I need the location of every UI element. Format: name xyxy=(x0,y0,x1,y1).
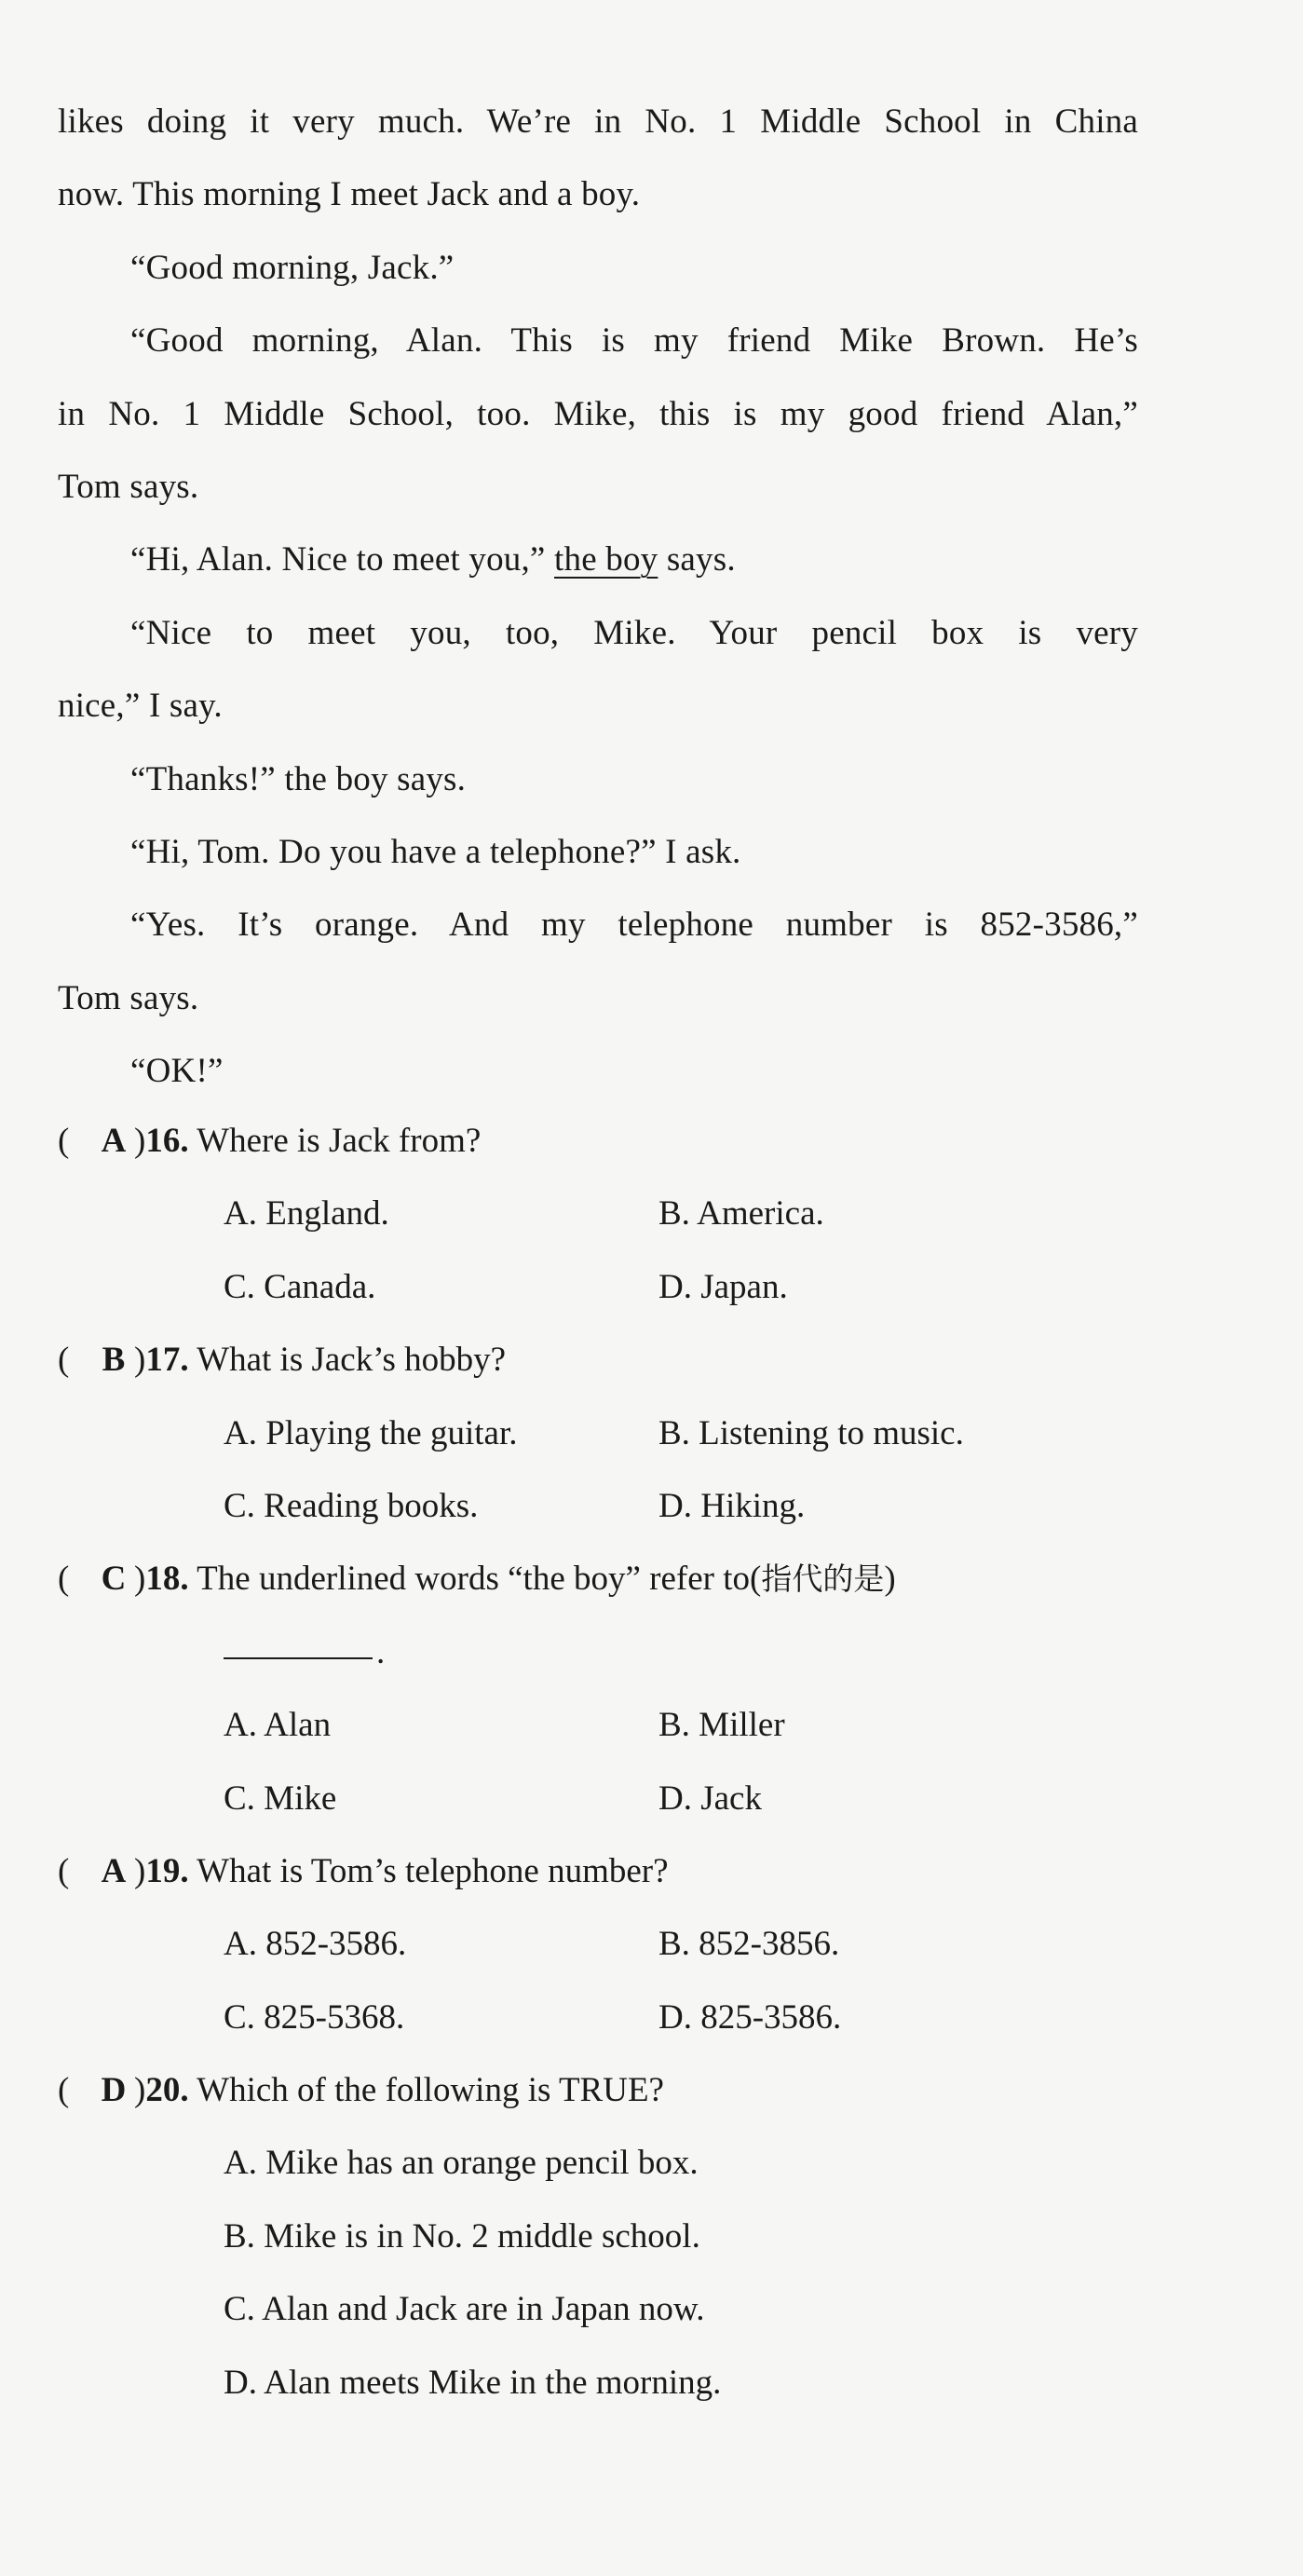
question-16: ( A )16. Where is Jack from? xyxy=(58,1105,1213,1178)
question-text: Which of the following is TRUE? xyxy=(197,2071,664,2110)
passage-line: “Thanks!” the boy says. xyxy=(130,759,467,798)
passage-line: Tom says. xyxy=(58,467,199,506)
passage-line: “OK!” xyxy=(130,1052,224,1091)
question-text: The underlined words “the boy” refer to( xyxy=(197,1560,762,1599)
answer-mark: A xyxy=(101,1122,127,1160)
option-row xyxy=(58,2347,1213,2419)
option-a: A. Playing the guitar. xyxy=(224,1413,518,1452)
question-text: Where is Jack from? xyxy=(197,1122,482,1160)
passage-line: “Good morning, Jack.” xyxy=(130,248,455,287)
option-row xyxy=(58,1763,1213,1835)
answer-mark: B xyxy=(102,1341,126,1380)
passage-line: nice,” I say. xyxy=(58,687,223,726)
option-b: B. Miller xyxy=(658,1706,785,1745)
passage-line: in No. 1 Middle School, too. Mike, this is my good friend Alan,” xyxy=(58,394,1138,433)
question-text: What is Tom’s telephone number? xyxy=(197,1851,669,1890)
question-17: ( B )17. What is Jack’s hobby? xyxy=(58,1324,1213,1397)
option-c: C. Canada. xyxy=(224,1267,376,1306)
option-d: D. Alan meets Mike in the morning. xyxy=(224,2363,722,2402)
option-d: D. Japan. xyxy=(658,1267,788,1306)
option-d: D. Hiking. xyxy=(658,1486,806,1525)
option-c: C. Mike xyxy=(224,1779,337,1818)
passage-line: Tom says. xyxy=(58,978,199,1017)
option-b: B. Mike is in No. 2 middle school. xyxy=(224,2216,700,2256)
option-b: B. 852-3856. xyxy=(658,1925,840,1964)
option-row xyxy=(58,1689,1213,1762)
question-20: ( D )20. Which of the following is TRUE? xyxy=(58,2054,1213,2127)
passage-line: likes doing it very much. We’re in No. 1 Middle School in China xyxy=(58,102,1138,141)
passage-line: “Nice to meet you, too, Mike. Your pencil box is very xyxy=(130,613,1138,652)
option-d: D. Jack xyxy=(658,1779,762,1818)
answer-blank xyxy=(224,1657,373,1659)
option-row xyxy=(58,1397,1213,1470)
answer-mark: D xyxy=(101,2071,127,2110)
option-row xyxy=(58,1251,1213,1324)
passage-line: “Yes. It’s orange. And my telephone number is 852-3586,” xyxy=(130,906,1138,945)
option-a: A. Mike has an orange pencil box. xyxy=(224,2144,699,2183)
option-b: B. Listening to music. xyxy=(658,1413,964,1452)
answer-blank-row xyxy=(58,1616,1213,1689)
question-text-chinese: 指代的是 xyxy=(761,1561,885,1598)
passage-line xyxy=(58,524,1138,596)
question-number: 18. xyxy=(145,1560,189,1599)
option-a: A. Alan xyxy=(224,1706,332,1745)
passage-line: “Hi, Tom. Do you have a telephone?” I ask. xyxy=(130,832,741,871)
answer-mark: A xyxy=(101,1851,127,1890)
blank-period: . xyxy=(376,1632,386,1671)
answer-mark: C xyxy=(101,1560,127,1599)
option-c: C. Alan and Jack are in Japan now. xyxy=(224,2290,705,2329)
passage-line: “Good morning, Alan. This is my friend Mike Brown. He’s xyxy=(130,321,1138,361)
option-row xyxy=(58,1178,1213,1250)
passage-text: says. xyxy=(666,540,736,579)
question-18: ( C )18. The underlined words “the boy” refer to(指代的是) xyxy=(58,1543,1213,1615)
option-b: B. America. xyxy=(658,1194,824,1233)
underlined-words: the boy xyxy=(554,540,658,579)
question-number: 16. xyxy=(145,1122,189,1160)
question-text-end: ) xyxy=(884,1560,896,1599)
reading-passage xyxy=(58,86,1138,1108)
option-row xyxy=(58,1470,1213,1543)
question-number: 20. xyxy=(145,2071,189,2110)
question-19: ( A )19. What is Tom’s telephone number? xyxy=(58,1835,1213,1908)
question-text: What is Jack’s hobby? xyxy=(197,1341,507,1380)
option-row xyxy=(58,1908,1213,1981)
question-number: 17. xyxy=(145,1341,189,1380)
option-a: A. 852-3586. xyxy=(224,1925,407,1964)
option-row xyxy=(58,2201,1213,2273)
option-row xyxy=(58,1982,1213,2054)
option-row xyxy=(58,2273,1213,2346)
option-c: C. Reading books. xyxy=(224,1486,479,1525)
passage-line: now. This morning I meet Jack and a boy. xyxy=(58,175,641,214)
option-d: D. 825-3586. xyxy=(658,1997,842,2037)
question-list xyxy=(58,1105,1213,2419)
passage-text: “Hi, Alan. Nice to meet you,” xyxy=(130,540,546,579)
option-c: C. 825-5368. xyxy=(224,1997,405,2037)
option-row xyxy=(58,2127,1213,2200)
option-a: A. England. xyxy=(224,1194,389,1233)
question-number: 19. xyxy=(145,1851,189,1890)
